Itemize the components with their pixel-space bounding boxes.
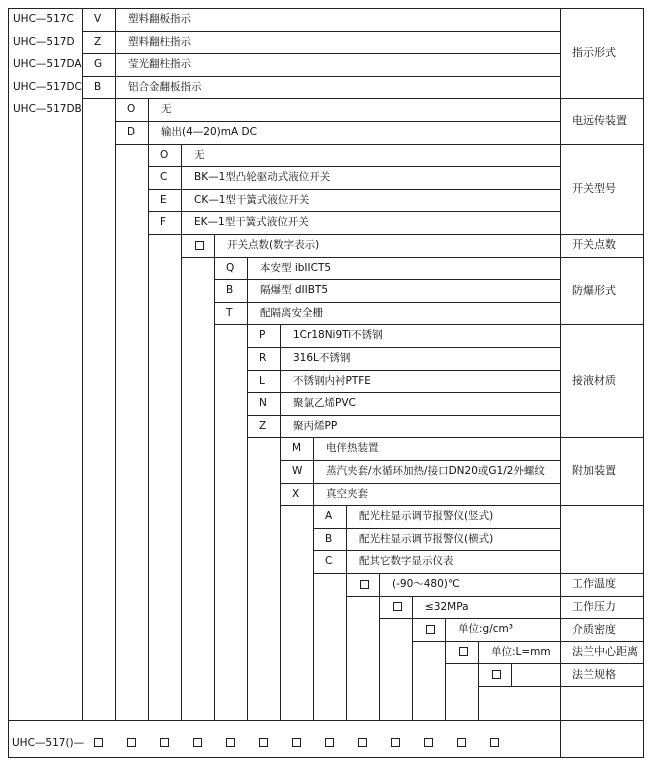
- row-rule: [346, 573, 560, 574]
- code-rule: [247, 257, 248, 325]
- group-rule: [313, 505, 314, 720]
- category-label-2: 开关型号: [572, 181, 616, 195]
- row-rule: [148, 211, 560, 212]
- category-divider: [560, 8, 561, 757]
- option-code: B: [226, 284, 234, 297]
- option-checkbox[interactable]: [393, 602, 402, 611]
- option-checkbox[interactable]: [426, 625, 435, 634]
- option-code: A: [325, 510, 333, 523]
- order-slot-10[interactable]: [424, 738, 433, 747]
- option-desc: 配光柱显示调节报警仪(竖式): [359, 510, 494, 523]
- frame-bottom: [8, 757, 644, 758]
- row-rule: [214, 302, 560, 303]
- option-desc: 聚丙烯PP: [293, 419, 338, 432]
- code-rule: [379, 573, 380, 596]
- row-rule: [214, 257, 560, 258]
- category-label-10: 法兰中心距离: [572, 645, 638, 659]
- option-code: C: [325, 555, 333, 568]
- row-rule: [247, 347, 560, 348]
- category-rule: [560, 8, 643, 9]
- row-rule: [82, 76, 560, 77]
- option-code: R: [259, 352, 267, 364]
- option-code: E: [160, 193, 167, 206]
- option-code: F: [160, 216, 167, 229]
- option-checkbox[interactable]: [195, 241, 204, 250]
- model-name-2: UHC—517DA: [13, 58, 82, 71]
- order-row-divider: [8, 720, 643, 721]
- option-code: X: [292, 487, 300, 500]
- row-rule: [412, 618, 560, 619]
- option-desc: BK—1型凸轮驱动式液位开关: [194, 171, 331, 184]
- category-label-4: 防爆形式: [572, 283, 616, 297]
- model-name-4: UHC—517DB: [13, 103, 82, 116]
- model-name-0: UHC—517C: [13, 13, 74, 25]
- row-rule: [148, 166, 560, 167]
- group-rule: [478, 663, 479, 720]
- category-rule: [560, 257, 643, 258]
- category-label-5: 接液材质: [572, 373, 616, 387]
- option-desc: ≤32MPa: [425, 600, 469, 613]
- code-rule: [313, 437, 314, 505]
- category-label-0: 指示形式: [572, 46, 616, 60]
- option-code: B: [325, 532, 333, 545]
- option-desc: 不锈钢内衬PTFE: [293, 374, 371, 387]
- option-desc: 塑料翻柱指示: [128, 35, 191, 48]
- option-code: T: [226, 306, 233, 319]
- option-code: Z: [259, 419, 267, 432]
- option-desc: 配其它数字显示仪表: [359, 555, 454, 568]
- row-rule: [82, 31, 560, 32]
- group-rule: [247, 324, 248, 720]
- category-rule: [560, 686, 643, 687]
- group-rule: [379, 596, 380, 720]
- row-rule: [115, 98, 560, 99]
- option-code: C: [160, 171, 168, 184]
- order-code: UHC—517()—: [12, 737, 85, 749]
- code-rule: [412, 596, 413, 619]
- code-rule: [346, 505, 347, 573]
- row-rule: [82, 53, 560, 54]
- category-label-8: 工作压力: [572, 599, 616, 613]
- option-desc: 蒸汽夹套/水循环加热/接口DN20或G1/2外螺纹: [326, 465, 545, 477]
- category-rule: [560, 663, 643, 664]
- order-slot-3[interactable]: [193, 738, 202, 747]
- option-code: O: [127, 103, 136, 116]
- row-rule: [478, 686, 560, 687]
- option-desc: 输出(4—20)mA DC: [161, 126, 257, 138]
- order-slot-12[interactable]: [490, 738, 499, 747]
- category-label-9: 介质密度: [572, 622, 616, 636]
- frame-right: [643, 8, 644, 757]
- group-rule: [214, 257, 215, 720]
- option-code: M: [292, 442, 302, 455]
- group-rule: [115, 98, 116, 720]
- row-rule: [115, 121, 560, 122]
- option-code: L: [259, 374, 265, 387]
- code-rule: [445, 618, 446, 641]
- option-desc: 单位:L=mm: [491, 645, 551, 658]
- code-rule: [478, 641, 479, 664]
- group-rule: [181, 234, 182, 720]
- group-rule: [445, 641, 446, 720]
- model-name-3: UHC—517DC: [13, 80, 82, 93]
- option-checkbox[interactable]: [360, 580, 369, 589]
- order-slot-11[interactable]: [457, 738, 466, 747]
- row-rule: [181, 234, 560, 235]
- row-rule: [313, 528, 560, 529]
- option-desc: 隔爆型 dIIBT5: [260, 284, 328, 297]
- option-code: D: [127, 126, 136, 138]
- row-rule: [445, 641, 560, 642]
- order-slot-9[interactable]: [391, 738, 400, 747]
- code-rule: [280, 324, 281, 437]
- row-rule: [379, 596, 560, 597]
- order-slot-6[interactable]: [292, 738, 301, 747]
- option-desc: 单位:g/cm³: [458, 623, 513, 636]
- row-rule: [214, 279, 560, 280]
- option-desc: 配隔离安全栅: [260, 306, 323, 319]
- code-rule: [511, 663, 512, 686]
- option-code: B: [94, 80, 102, 93]
- row-rule: [280, 460, 560, 461]
- category-label-7: 工作温度: [572, 577, 616, 591]
- order-slot-4[interactable]: [226, 738, 235, 747]
- option-desc: (-90～480)℃: [392, 578, 460, 590]
- group-rule: [82, 8, 83, 720]
- option-code: N: [259, 397, 267, 410]
- option-desc: EK—1型干簧式液位开关: [194, 216, 309, 229]
- order-slot-7[interactable]: [325, 738, 334, 747]
- order-slot-2[interactable]: [160, 738, 169, 747]
- option-code: Q: [226, 261, 235, 274]
- row-rule: [148, 189, 560, 190]
- option-desc: 铝合金翻板指示: [128, 80, 202, 93]
- option-code: G: [94, 58, 103, 71]
- row-rule: [280, 483, 560, 484]
- option-code: W: [292, 465, 303, 477]
- group-rule: [412, 618, 413, 720]
- option-desc: 无: [161, 103, 172, 116]
- row-rule: [280, 437, 560, 438]
- option-desc: 配光柱显示调节报警仪(横式): [359, 532, 494, 545]
- category-rule: [560, 573, 643, 574]
- order-slot-1[interactable]: [127, 738, 136, 747]
- category-rule: [560, 596, 643, 597]
- row-rule: [313, 550, 560, 551]
- option-desc: 塑料翻板指示: [128, 13, 191, 25]
- order-slot-0[interactable]: [94, 738, 103, 747]
- option-desc: 莹光翻柱指示: [128, 58, 191, 71]
- model-name-1: UHC—517D: [13, 35, 75, 48]
- row-rule: [82, 8, 560, 9]
- category-rule: [560, 505, 643, 506]
- category-label-11: 法兰规格: [572, 667, 616, 681]
- option-checkbox[interactable]: [492, 670, 501, 679]
- row-rule: [247, 370, 560, 371]
- order-slot-5[interactable]: [259, 738, 268, 747]
- option-desc: CK—1型干簧式液位开关: [194, 193, 310, 206]
- option-checkbox[interactable]: [459, 647, 468, 656]
- row-rule: [478, 663, 560, 664]
- row-rule: [148, 144, 560, 145]
- category-label-6: 附加装置: [572, 464, 616, 478]
- order-slot-8[interactable]: [358, 738, 367, 747]
- option-code: O: [160, 148, 169, 161]
- row-rule: [247, 392, 560, 393]
- option-code: P: [259, 329, 266, 342]
- category-rule: [560, 618, 643, 619]
- category-label-1: 电远传装置: [572, 114, 627, 127]
- row-rule: [313, 505, 560, 506]
- row-rule: [247, 324, 560, 325]
- category-rule: [560, 437, 643, 438]
- category-label-3: 开关点数: [572, 238, 616, 252]
- row-rule: [247, 415, 560, 416]
- option-code: V: [94, 13, 102, 25]
- category-rule: [560, 144, 643, 145]
- option-desc: 316L不锈钢: [293, 352, 351, 364]
- option-desc: 1Cr18Ni9Ti不锈钢: [293, 329, 383, 342]
- option-desc: 真空夹套: [326, 487, 368, 500]
- option-desc: 电伴热装置: [326, 442, 379, 455]
- category-rule: [560, 234, 643, 235]
- group-rule: [280, 437, 281, 720]
- option-code: Z: [94, 35, 102, 48]
- code-rule: [214, 234, 215, 257]
- option-desc: 开关点数(数字表示): [227, 239, 320, 251]
- option-desc: 本安型 ibIICT5: [260, 261, 332, 274]
- category-rule: [560, 641, 643, 642]
- option-desc: 聚氯乙烯PVC: [293, 397, 356, 410]
- group-rule: [148, 144, 149, 720]
- frame-left: [8, 8, 9, 757]
- option-desc: 无: [194, 148, 205, 161]
- category-rule: [560, 98, 643, 99]
- category-rule: [560, 324, 643, 325]
